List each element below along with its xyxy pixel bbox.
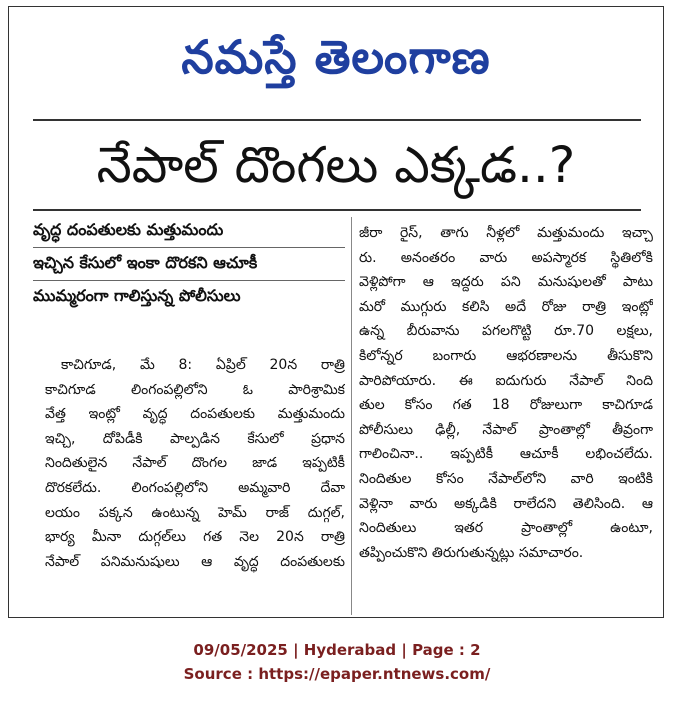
subheading: వృద్ధ దంపతులకు మత్తుమందు [33,215,345,248]
body-line: లయం పక్కన ఉంటున్న హెమ్ రాజ్ దుగ్గల్, [45,504,345,521]
body-line: దొరకలేదు. లింగంపల్లిలోని అమ్మవారి దేవా [45,479,345,496]
article-body-right-column [359,221,653,565]
headline-bottom-rule [33,209,641,211]
body-line: వెళ్లినా వారు అక్కడికి రాలేదని తెలిసింది. ఆ [359,495,653,512]
body-line: కిలోన్నర బంగారు ఆభరణాలను తీసుకొని [359,347,653,364]
subheading: ముమ్మరంగా గాలిస్తున్న పోలీసులు [33,286,241,305]
body-line: నేపాల్ పనిమనుషులు ఆ వృద్ధ దంపతులకు [45,553,345,570]
body-line: భార్య మీనా దుగ్గల్‌లు గత నెల 20న రాత్రి [45,529,345,546]
headline-top-rule [33,119,641,121]
subheading: ఇచ్చిన కేసులో ఇంకా దొరకని ఆచూకీ [33,248,345,281]
body-line: పోలీసులు ఢిల్లీ, నేపాల్ ప్రాంతాల్లో తీవ్రంగా [359,421,653,438]
masthead-logo: నమస్తే తెలంగాణ [181,30,491,84]
clipping-footer [0,638,674,686]
body-line: కాచిగూడ లింగంపల్లిలోని ఓ పారిశ్రామిక [45,381,345,398]
article-subheadings [33,215,345,313]
body-line: కాచిగూడ, మే 8: ఏప్రిల్ 20న రాత్రి [61,357,345,373]
body-line: నిందితులు ఇతర ప్రాంతాల్లో ఉంటూ, [359,520,653,537]
body-line: తుల కోసం గత 18 రోజులుగా కాచిగూడ [359,397,653,414]
body-line: పారిపోయారు. ఈ ఐదుగురు నేపాల్ నింది [359,372,653,389]
body-line: వెళ్లిపోగా ఆ ఇద్దరు పని మనుషులతో పాటు [359,274,653,291]
body-line: నిందితుల కోసం నేపాల్‌లోని వారి ఇంటికి [359,470,653,487]
body-line: గాలించినా.. ఇప్పటికీ ఆచూకీ లభించలేదు. [359,446,653,463]
body-line: వేత్త ఇంట్లో వృద్ధ దంపతులకు మత్తుమందు [45,406,345,423]
body-line: ఉన్న బీరువాను పగలగొట్టి రూ.70 లక్షలు, [359,323,653,340]
footer-source: Source : https://epaper.ntnews.com/ [183,665,491,683]
body-line: రు. అనంతరం వారు అపస్మారక స్థితిలోకి [359,249,653,266]
article-headline: నేపాల్ దొంగలు ఎక్కడ..? [96,136,576,194]
footer-dateline: 09/05/2025 | Hyderabad | Page : 2 [193,641,481,659]
body-line: నిందితులైన నేపాల్ దొంగల జాడ ఇప్పటికీ [45,455,345,472]
article-body-left-column [45,353,345,574]
newspaper-clipping [8,6,664,618]
body-line: తప్పించుకొని తిరుగుతున్నట్లు సమాచారం. [359,544,584,561]
column-divider [351,217,352,615]
body-line: ఇచ్చి, దోపిడీకి పాల్పడిన కేసులో ప్రధాన [45,430,345,447]
body-line: మరో ముగ్గురు కలిసి అదే రోజు రాత్రి ఇంట్లో [359,298,653,315]
body-line: జీరా రైస్, తాగు నీళ్లలో మత్తుమందు ఇచ్చా [359,225,653,241]
